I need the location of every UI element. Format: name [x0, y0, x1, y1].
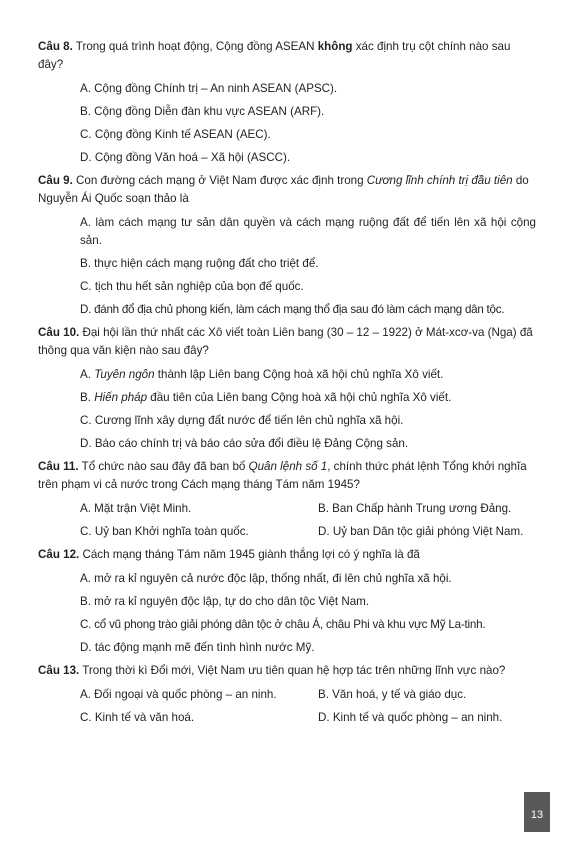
option: D. Kinh tế và quốc phòng – an ninh. [318, 711, 503, 724]
option: B. thực hiện cách mạng ruộng đất cho triệt để. [80, 257, 319, 270]
option: B. Ban Chấp hành Trung ương Đảng. [318, 502, 512, 515]
option: D. Uỷ ban Dân tộc giải phóng Việt Nam. [318, 525, 524, 538]
question-text: , chính thức phát lệnh Tổng khởi nghĩa trên phạm vi cả nước trong Cách mạng tháng Tám năm 1945? [38, 460, 527, 491]
option: C. Cương lĩnh xây dựng đất nước để tiến lên chủ nghĩa xã hội. [80, 414, 404, 427]
document-page [38, 38, 536, 732]
option: D. đánh đổ địa chủ phong kiến, làm cách mạng thổ địa sau đó làm cách mạng dân tộc. [80, 303, 505, 316]
option: B. mở ra kỉ nguyên độc lập, tự do cho dân tộc Việt Nam. [80, 595, 370, 608]
option: D. tác động mạnh mẽ đến tình hình nước Mỹ. [80, 641, 315, 654]
question-10 [38, 324, 536, 360]
question-12 [38, 546, 536, 564]
option: D. Báo cáo chính trị và báo cáo sửa đổi điều lệ Đảng Cộng sản. [80, 437, 409, 450]
question-13 [38, 662, 536, 680]
option-italic: Tuyên ngôn [94, 368, 155, 381]
option [80, 366, 536, 384]
option-italic: Hiến pháp [94, 391, 148, 404]
option: C. tịch thu hết sản nghiệp của bọn đế quốc. [80, 280, 304, 293]
question-text: Con đường cách mạng ở Việt Nam được xác định trong [72, 174, 367, 187]
option-row [80, 523, 536, 541]
question-italic: Quân lệnh số 1 [248, 460, 328, 473]
option: B. Cộng đồng Diễn đàn khu vực ASEAN (ARF). [80, 105, 325, 118]
page-number-tab [524, 792, 550, 832]
option-text: đầu tiên của Liên bang Cộng hoà xã hội chủ nghĩa Xô viết. [147, 391, 452, 404]
page-number: 13 [530, 809, 544, 821]
question-label: Câu 8. [38, 40, 73, 53]
option-row [80, 686, 536, 704]
option-text: thành lập Liên bang Cộng hoà xã hội chủ nghĩa Xô viết. [154, 368, 444, 381]
option: C. Kinh tế và văn hoá. [80, 711, 195, 724]
question-text: Trong thời kì Đổi mới, Việt Nam ưu tiên quan hệ hợp tác trên những lĩnh vực nào? [79, 664, 506, 677]
option: C. cổ vũ phong trào giải phóng dân tộc ở châu Á, châu Phi và khu vực Mỹ La-tinh. [80, 618, 486, 631]
option: A. Mặt trận Việt Minh. [80, 502, 192, 515]
question-text: Tổ chức nào sau đây đã ban bố [78, 460, 249, 473]
question-label: Câu 9. [38, 174, 73, 187]
question-label: Câu 10. [38, 326, 80, 339]
question-text: Trong quá trình hoạt động, Cộng đồng ASEAN [72, 40, 318, 53]
question-text: Cách mạng tháng Tám năm 1945 giành thắng lợi có ý nghĩa là đã [79, 548, 420, 561]
option-prefix: B. [80, 391, 95, 404]
option-row [80, 709, 536, 727]
option-row [80, 500, 536, 518]
question-text: Đại hội lần thứ nhất các Xô viết toàn Liên bang (30 – 12 – 1922) ở Mát-xcơ-va (Nga) đã thông qua văn kiện nào sau đây? [38, 326, 533, 357]
question-label: Câu 11. [38, 460, 79, 473]
question-emphasis: không [317, 40, 353, 53]
option: D. Cộng đồng Văn hoá – Xã hội (ASCC). [80, 151, 291, 164]
option: A. mở ra kỉ nguyên cả nước độc lập, thống nhất, đi lên chủ nghĩa xã hội. [80, 572, 452, 585]
question-8 [38, 38, 536, 74]
option: B. Văn hoá, y tế và giáo dục. [318, 688, 467, 701]
option-prefix: A. [80, 368, 95, 381]
question-11 [38, 458, 536, 494]
option: A. Đối ngoại và quốc phòng – an ninh. [80, 688, 277, 701]
question-9 [38, 172, 536, 208]
option: A. làm cách mạng tư sản dân quyền và cách mạng ruộng đất để tiến lên xã hội cộng sản. [80, 216, 536, 247]
question-italic: Cương lĩnh chính trị đầu tiên [366, 174, 513, 187]
option: C. Uỷ ban Khởi nghĩa toàn quốc. [80, 525, 249, 538]
question-label: Câu 13. [38, 664, 80, 677]
question-text: do Nguyễn Ái Quốc soạn thảo là [38, 174, 529, 205]
question-text: xác định trụ cột chính nào sau đây? [38, 40, 511, 71]
option: C. Cộng đồng Kinh tế ASEAN (AEC). [80, 128, 271, 141]
option: A. Cộng đồng Chính trị – An ninh ASEAN (APSC). [80, 82, 338, 95]
option [80, 389, 536, 407]
question-label: Câu 12. [38, 548, 80, 561]
